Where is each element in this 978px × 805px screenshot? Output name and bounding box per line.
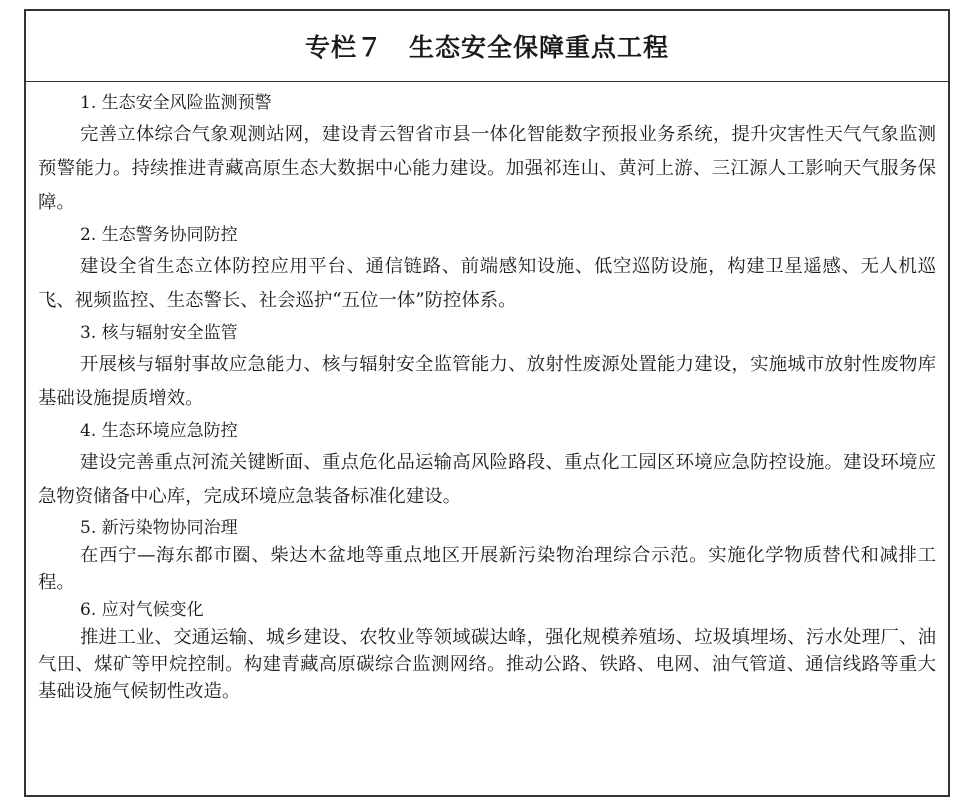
section-heading: 4. 生态环境应急防控 [80,421,238,441]
section-new-pollutants [38,514,936,596]
section-heading: 6. 应对气候变化 [80,600,204,620]
section-heading: 2. 生态警务协同防控 [80,225,238,245]
section-text: 推进工业、交通运输、城乡建设、农牧业等领域碳达峰，强化规模养殖场、垃圾填埋场、污水处理厂、油气田、煤矿等甲烷控制。构建青藏高原碳综合监测网络。推动公路、铁路、电网、油气管道、通信线路等重大基础设施气候韧性改造。 [38,627,936,702]
section-text: 建设全省生态立体防控应用平台、通信链路、前端感知设施、低空巡防设施，构建卫星遥感、无人机巡飞、视频监控、生态警长、社会巡护“五位一体”防控体系。 [38,256,936,311]
section-text: 在西宁—海东都市圈、柴达木盆地等重点地区开展新污染物治理综合示范。实施化学物质替代和减排工程。 [38,545,936,593]
section-text: 建设完善重点河流关键断面、重点危化品运输高风险路段、重点化工园区环境应急防控设施。建设环境应急物资储备中心库，完成环境应急装备标准化建设。 [38,452,936,507]
section-text: 完善立体综合气象观测站网，建设青云智省市县一体化智能数字预报业务系统，提升灾害性天气气象监测预警能力。持续推进青藏高原生态大数据中心能力建设。加强祁连山、黄河上游、三江源人工影响天气服务保障。 [38,124,936,213]
section-climate-change [38,596,936,705]
section-text: 开展核与辐射事故应急能力、核与辐射安全监管能力、放射性废源处置能力建设，实施城市放射性废物库基础设施提质增效。 [38,354,936,409]
section-police-coordination [38,220,936,318]
title-bar [26,11,948,82]
section-environment-emergency [38,416,936,514]
column-title: 专栏７ 生态安全保障重点工程 [304,33,669,62]
section-heading: 5. 新污染物协同治理 [80,518,238,538]
section-heading: 3. 核与辐射安全监管 [80,323,238,343]
column-content [26,82,948,705]
section-risk-monitoring [38,88,936,220]
column-box [24,9,950,797]
section-nuclear-radiation [38,318,936,416]
section-heading: 1. 生态安全风险监测预警 [80,93,272,113]
